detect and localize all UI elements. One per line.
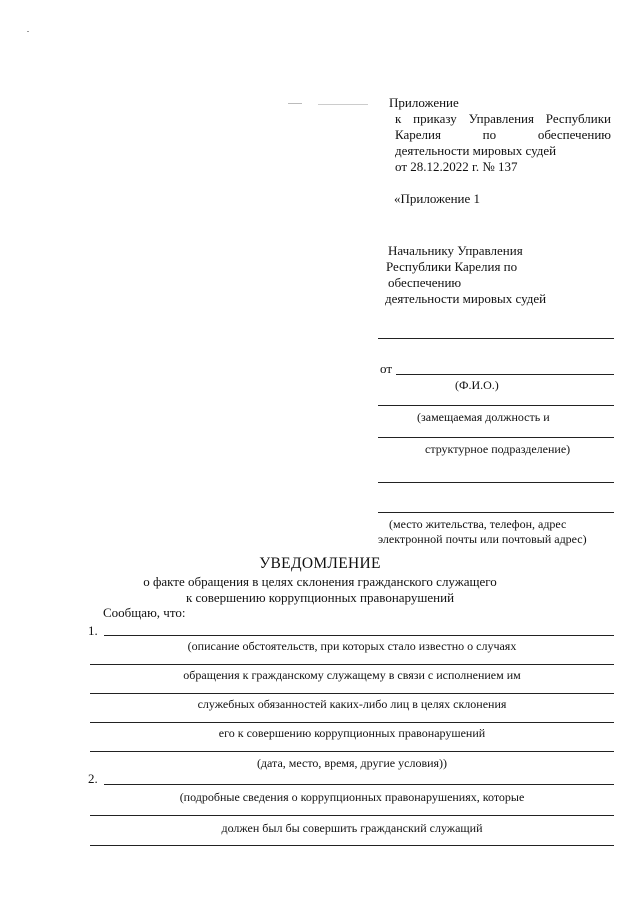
item-1-hint: (описание обстоятельств, при которых стало известно о случаях [187,639,517,653]
department-field-line[interactable] [378,437,614,438]
contacts-hint: (место жительства, телефон, адрес [389,517,567,531]
addressee-line: деятельности мировых судей [385,291,547,306]
appendix-order-line: к приказу Управления Республики [395,111,611,126]
attachment-label: «Приложение 1 [394,191,481,206]
item-1-hint: служебных обязанностей каких-либо лиц в целях склонения [197,697,507,711]
addressee-line: Начальнику Управления [388,243,523,258]
appendix-order-line: Карелия по обеспечению [395,127,611,142]
appendix-heading: Приложение [389,95,459,110]
fio-hint: (Ф.И.О.) [455,378,499,392]
item-2-field-line[interactable] [90,845,614,846]
department-hint: структурное подразделение) [425,442,571,456]
scan-speck [27,31,29,32]
notice-subtitle: к совершению коррупционных правонарушений [185,590,455,605]
item-2-field-line[interactable] [104,784,614,785]
position-field-line[interactable] [378,405,614,406]
item-1-field-line[interactable] [90,693,614,694]
contacts-hint: электронной почты или почтовый адрес) [378,532,587,546]
item-2-hint: должен был бы совершить гражданский служащий [221,821,483,835]
addressee-line: Республики Карелия по [386,259,518,274]
notice-subtitle: о факте обращения в целях склонения гражданского служащего [143,574,497,589]
blank-line [378,338,614,339]
scan-speck [288,103,302,104]
item-number: 2. [88,771,98,786]
position-hint: (замещаемая должность и [417,410,550,424]
item-number: 1. [88,623,98,638]
item-1-hint: его к совершению коррупционных правонарушений [218,726,486,740]
item-1-field-line[interactable] [90,751,614,752]
contacts-field-line[interactable] [378,482,614,483]
item-1-hint: обращения к гражданскому служащему в связи с исполнением им [183,668,521,682]
addressee-line: обеспечению [388,275,462,290]
contacts-field-line[interactable] [378,512,614,513]
appendix-order-date: от 28.12.2022 г. № 137 [395,159,518,174]
from-label: от [380,361,393,376]
item-1-field-line[interactable] [90,664,614,665]
scan-speck [318,104,368,105]
item-2-field-line[interactable] [90,815,614,816]
notice-title: УВЕДОМЛЕНИЕ [259,555,381,572]
item-1-field-line[interactable] [90,722,614,723]
item-1-field-line[interactable] [104,635,614,636]
notice-intro: Сообщаю, что: [103,605,186,620]
item-1-hint: (дата, место, время, другие условия)) [256,756,448,770]
appendix-order-line: деятельности мировых судей [395,143,557,158]
item-2-hint: (подробные сведения о коррупционных правонарушениях, которые [179,790,525,804]
fio-field-line[interactable] [396,374,614,375]
